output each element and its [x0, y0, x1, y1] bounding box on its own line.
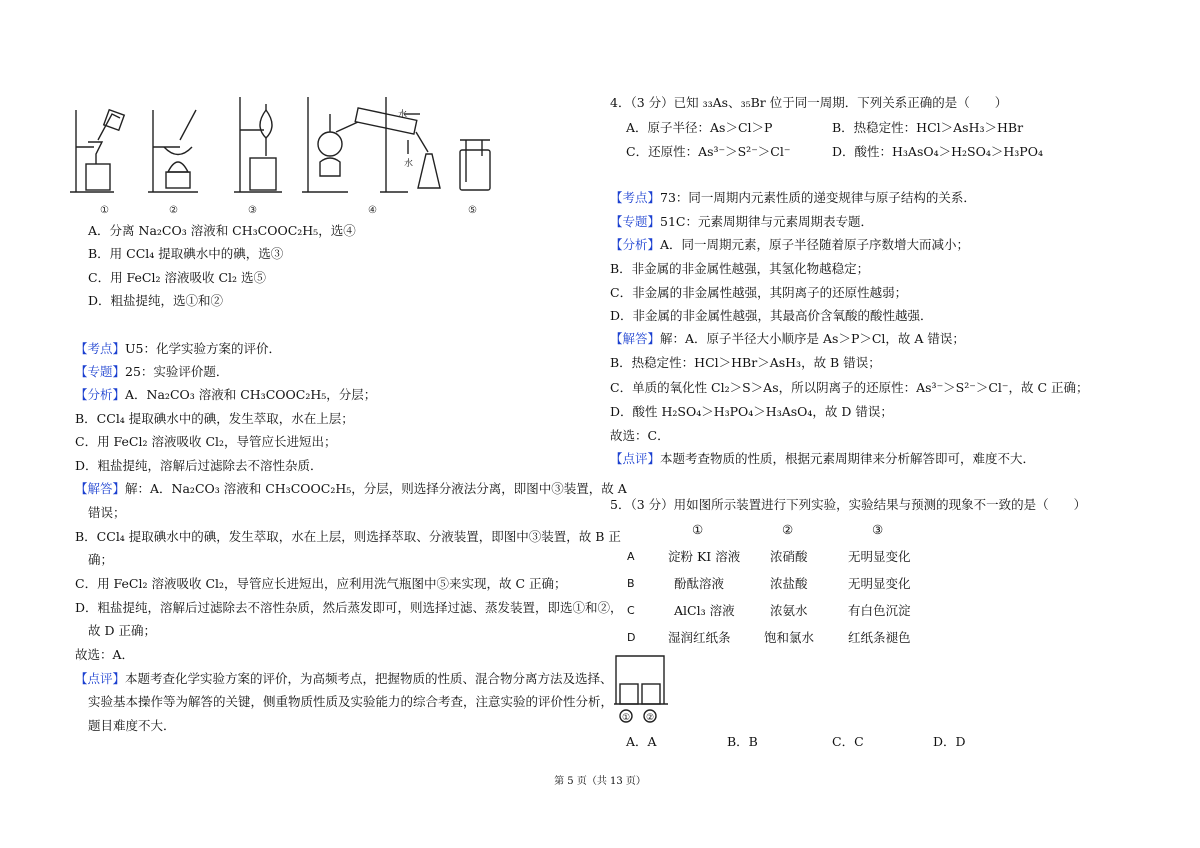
q4-fenxi [610, 237, 969, 253]
q5-answer-a[interactable]: A．A [626, 734, 657, 749]
q4-dianping [610, 451, 1035, 467]
q3-dianping [75, 671, 613, 687]
q3-zhuanti [75, 364, 228, 380]
apparatus-figure [68, 92, 498, 217]
q4-jieda-c: C．单质的氧化性 Cl₂＞S＞As，所以阴离子的还原性：As³⁻＞S²⁻＞Cl⁻，故 C 正确； [610, 380, 1089, 395]
q5-row-c-label: C [627, 604, 635, 617]
figure-label-3: ③ [248, 205, 257, 216]
figure-label-1: ① [100, 205, 109, 216]
q4-zhuanti-text: 51C：元素周期律与元素周期表专题． [660, 214, 873, 229]
q4-zhuanti-tag: 【专题】 [610, 214, 661, 229]
q4-jieda [610, 331, 965, 347]
q4-kaodian-text: 73：同一周期内元素性质的递变规律与原子结构的关系． [660, 190, 976, 205]
zhuanti-tag: 【专题】 [75, 364, 126, 379]
q3-option-d[interactable]: D．粗盐提纯，选①和② [88, 293, 224, 308]
kaodian-text: U5：化学实验方案的评价． [125, 341, 282, 356]
q5-fig-label-1: ① [622, 713, 631, 723]
q3-option-a[interactable]: A．分离 Na₂CO₃ 溶液和 CH₃COOC₂H₅，选④ [88, 223, 356, 238]
q4-fenxi-b: B．非金属的非金属性越强，其氢化物越稳定； [610, 261, 870, 276]
q5-row-c-c2: 浓氨水 [770, 603, 808, 618]
q5-row-b-c3: 无明显变化 [848, 576, 911, 591]
jieda-a1: 解：A．Na₂CO₃ 溶液和 CH₃COOC₂H₅，分层，则选择分液法分离，即图中③装置，故 A [125, 481, 627, 496]
q5-answer-b[interactable]: B．B [727, 734, 758, 749]
q4-jieda-a: 解：A．原子半径大小顺序是 As＞P＞Cl，故 A 错误； [660, 331, 965, 346]
q5-row-d-c1: 湿润红纸条 [668, 630, 731, 645]
q4-fenxi-c: C．非金属的非金属性越强，其阴离子的还原性越弱； [610, 285, 908, 300]
q4-zhuanti [610, 214, 873, 230]
q3-jieda [75, 481, 627, 497]
dianping-tag: 【点评】 [75, 671, 126, 686]
q4-jieda-d: D．酸性 H₂SO₄＞H₃PO₄＞H₃AsO₄，故 D 错误； [610, 404, 893, 419]
q4-jieda-b: B．热稳定性：HCl＞HBr＞AsH₃，故 B 错误； [610, 355, 881, 370]
q4-kaodian-tag: 【考点】 [610, 190, 661, 205]
q5-answer-c[interactable]: C．C [832, 734, 864, 749]
q3-dianping-3: 题目难度不大． [88, 718, 176, 733]
q5-row-a-label: A [627, 550, 635, 563]
fenxi-text: A．Na₂CO₃ 溶液和 CH₃COOC₂H₅，分层； [125, 387, 377, 402]
q3-jieda-d1: D．粗盐提纯，溶解后过滤除去不溶性杂质，然后蒸发即可，则选择过滤、蒸发装置，即选①和②， [75, 600, 623, 615]
kaodian-tag: 【考点】 [75, 341, 126, 356]
q4-option-c[interactable]: C．还原性：As³⁻＞S²⁻＞Cl⁻ [626, 144, 791, 159]
q5-row-a-c2: 浓硝酸 [770, 549, 808, 564]
q4-dianping-tag: 【点评】 [610, 451, 661, 466]
q4-fenxi-d: D．非金属的非金属性越强，其最高价含氧酸的酸性越强． [610, 308, 933, 323]
q5-row-c-c1: AlCl₃ 溶液 [674, 603, 735, 618]
dianping-1: 本题考查化学实验方案的评价，为高频考点，把握物质的性质、混合物分离方法及选择、 [125, 671, 613, 686]
q4-fenxi-tag: 【分析】 [610, 237, 661, 252]
q3-jieda-b1: B．CCl₄ 提取碘水中的碘，发生萃取，水在上层，则选择萃取、分液装置，即图中③装置，故 B 正 [75, 529, 621, 544]
q5-header-3: ③ [872, 522, 884, 537]
q3-dianping-2: 实验基本操作等为解答的关键，侧重物质性质及实验能力的综合考查，注意实验的评价性分析， [88, 694, 614, 709]
q4-jieda-tag: 【解答】 [610, 331, 661, 346]
fenxi-tag: 【分析】 [75, 387, 126, 402]
q5-fig-label-2: ② [646, 713, 655, 723]
q3-jieda-a2: 错误； [88, 505, 126, 520]
q5-header-2: ② [782, 522, 794, 537]
q4-option-b[interactable]: B．热稳定性：HCl＞AsH₃＞HBr [832, 120, 1024, 135]
q4-fenxi-text: A．同一周期元素，原子半径随着原子序数增大而减小； [660, 237, 970, 252]
q5-row-b-c2: 浓盐酸 [770, 576, 808, 591]
q3-kaodian [75, 341, 281, 357]
q3-fenxi-b: B．CCl₄ 提取碘水中的碘，发生萃取，水在上层； [75, 411, 354, 426]
water-label-out: 水 [398, 110, 408, 120]
q5-row-b-label: B [627, 577, 635, 590]
q5-row-b-c1: 酚酞溶液 [674, 576, 725, 591]
q3-jieda-c: C．用 FeCl₂ 溶液吸收 Cl₂，导管应长进短出，应利用洗气瓶图中⑤来实现，故 C 正确； [75, 576, 567, 591]
q3-fenxi-c: C．用 FeCl₂ 溶液吸收 Cl₂，导管应长进短出； [75, 434, 337, 449]
q3-guxuan: 故选：A． [75, 647, 135, 662]
q4-dianping-text: 本题考查物质的性质，根据元素周期律来分析解答即可，难度不大． [660, 451, 1036, 466]
figure-label-2: ② [169, 205, 178, 216]
zhuanti-text: 25：实验评价题． [125, 364, 229, 379]
q3-fenxi-d: D．粗盐提纯，溶解后过滤除去不溶性杂质． [75, 458, 323, 473]
q4-kaodian [610, 190, 976, 206]
q3-jieda-b2: 确； [88, 552, 114, 567]
q5-row-c-c3: 有白色沉淀 [848, 603, 911, 618]
jieda-tag: 【解答】 [75, 481, 126, 496]
q5-container-figure [612, 652, 674, 726]
q4-option-d[interactable]: D．酸性：H₃AsO₄＞H₂SO₄＞H₃PO₄ [832, 144, 1043, 159]
q5-stem: 5．（3 分）用如图所示装置进行下列实验，实验结果与预测的现象不一致的是（ ） [610, 497, 1087, 512]
page-footer: 第 5 页（共 13 页） [554, 776, 646, 787]
q3-jieda-d2: 故 D 正确； [88, 623, 156, 638]
q5-answer-d[interactable]: D．D [933, 734, 966, 749]
q5-header-1: ① [692, 522, 704, 537]
q3-fenxi [75, 387, 376, 403]
figure-label-4: ④ [368, 205, 377, 216]
q5-row-d-label: D [627, 631, 636, 644]
q5-row-d-c3: 红纸条褪色 [848, 630, 911, 645]
q4-stem: 4．（3 分）已知 ₃₃As、₃₅Br 位于同一周期．下列关系正确的是（ ） [610, 95, 1008, 110]
water-label-in: 水 [404, 159, 414, 169]
q5-row-a-c1: 淀粉 KI 溶液 [668, 549, 741, 564]
q3-option-b[interactable]: B．用 CCl₄ 提取碘水中的碘，选③ [88, 246, 284, 261]
q5-row-d-c2: 饱和氯水 [764, 630, 815, 645]
q4-option-a[interactable]: A．原子半径：As＞Cl＞P [626, 120, 773, 135]
q3-option-c[interactable]: C．用 FeCl₂ 溶液吸收 Cl₂ 选⑤ [88, 270, 266, 285]
q4-guxuan: 故选：C． [610, 428, 670, 443]
q5-row-a-c3: 无明显变化 [848, 549, 911, 564]
figure-label-5: ⑤ [468, 205, 477, 216]
